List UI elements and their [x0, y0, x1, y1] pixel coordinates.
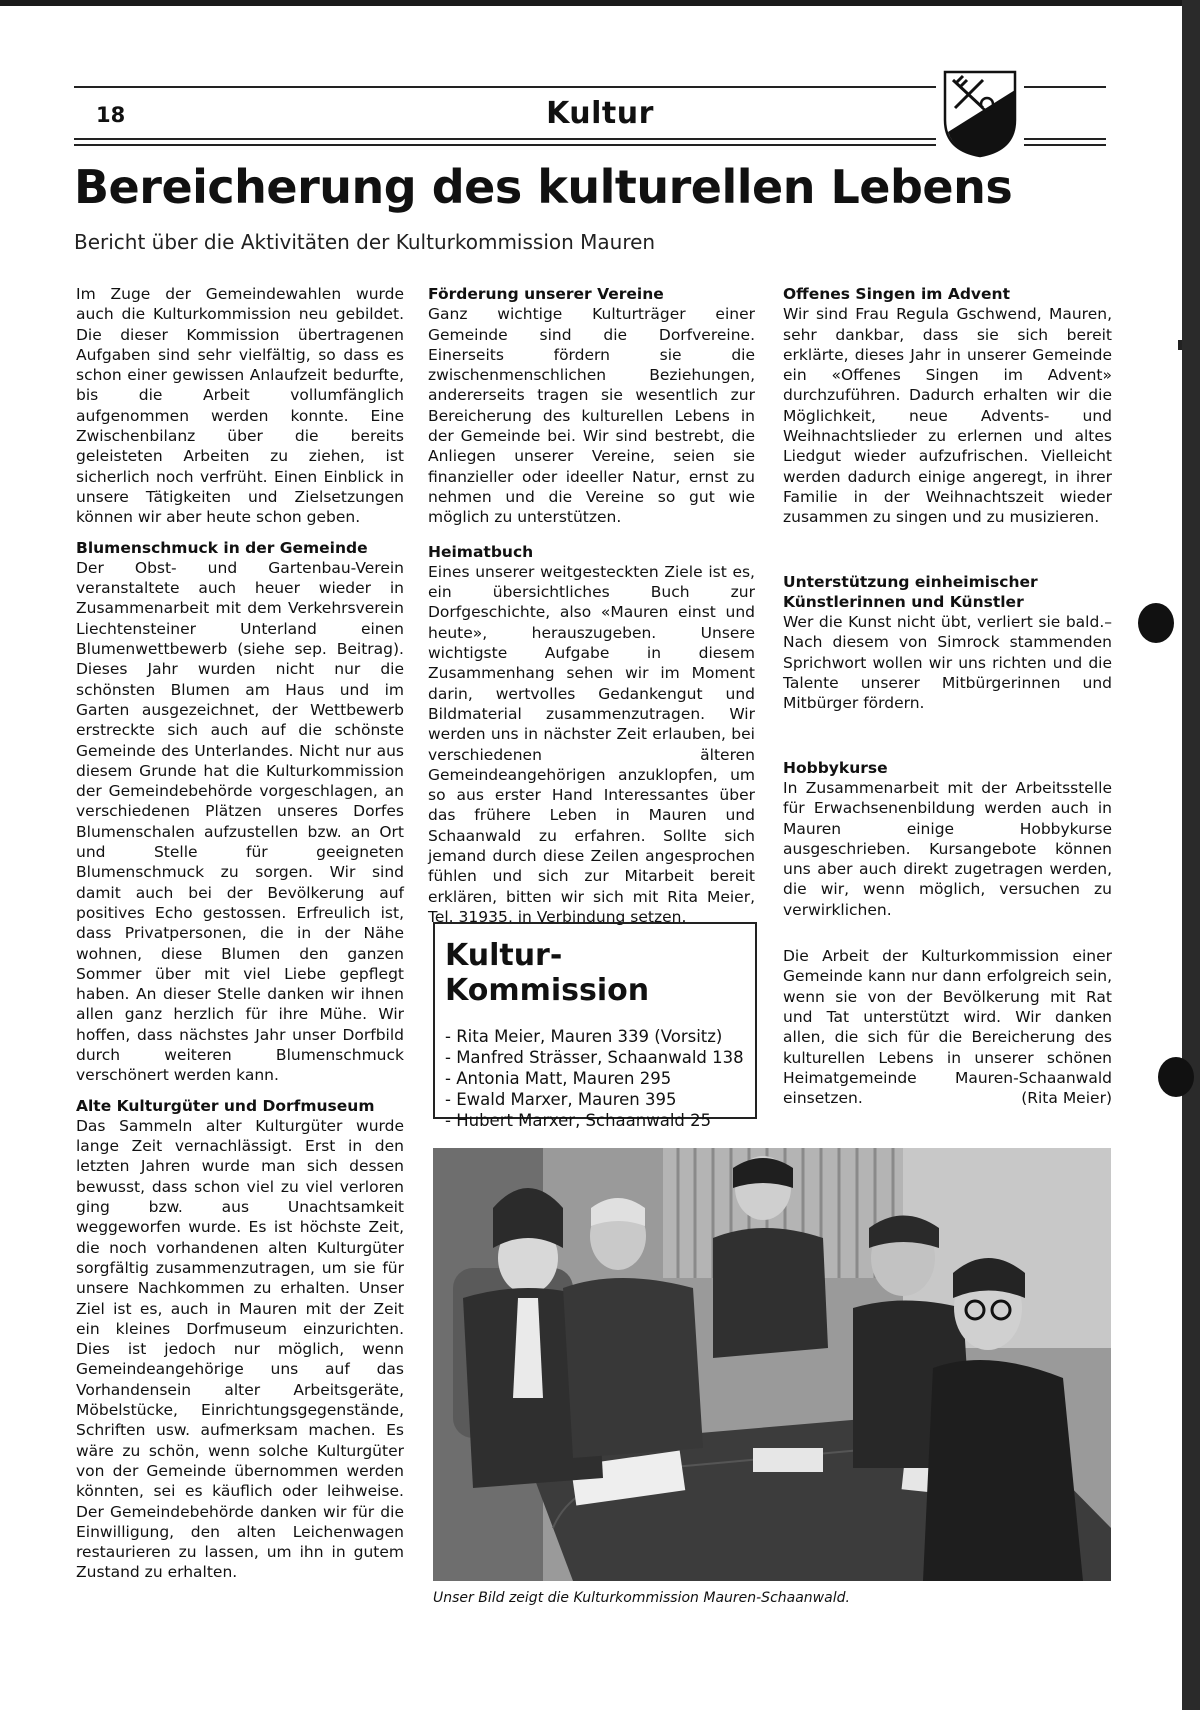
commission-member: - Antonia Matt, Mauren 295: [445, 1069, 672, 1088]
photo-caption: Unser Bild zeigt die Kulturkommission Mauren-Schaanwald.: [433, 1590, 850, 1606]
header-rule-bottom-2: [74, 144, 936, 146]
commission-member-list: [445, 1026, 755, 1131]
heading-offenes-singen: Offenes Singen im Advent: [783, 285, 1010, 303]
heading-kuenstler: Unterstützung einheimischer Künstlerinnen und Künstler: [783, 572, 1038, 611]
body-vereine: Ganz wichtige Kulturträger einer Gemeinde sind die Dorfvereine. Einerseits fördern sie die zwischenmenschlichen Beziehungen, andererseits tragen sie wesentlich zur Bereicherung des kulturellen Lebens in der Gemeinde bei. Wir sind bestrebt, die Anliegen unserer Vereine, seien sie finanzieller oder ideeller Natur, ernst zu nehmen und die Vereine so gut wie möglich zu unterstützen.: [428, 305, 755, 527]
closing-paragraph: [783, 946, 1112, 1108]
commission-box-title: Kultur-Kommission: [445, 938, 650, 1008]
heading-heimatbuch: Heimatbuch: [428, 542, 534, 561]
header-rule-bottom-right-2: [1024, 144, 1106, 146]
closing-text: Die Arbeit der Kulturkommission einer Gemeinde kann nur dann erfolgreich sein, wenn sie von der Bevölkerung mit Rat und Tat unterstützt wird. Wir danken allen, die sich für die Bereicherung des kulturellen Lebens in unserer schönen Heimatgemeinde Mauren-Schaanwald einsetzen.: [783, 947, 1112, 1108]
article-subheadline: Bericht über die Aktivitäten der Kulturkommission Mauren: [74, 230, 656, 254]
coat-of-arms-icon: [943, 70, 1017, 158]
scan-edge-mark: [1178, 340, 1182, 350]
commission-box: [433, 922, 757, 1130]
heading-blumenschmuck: Blumenschmuck in der Gemeinde: [76, 538, 368, 557]
heading-vereine: Förderung unserer Vereine: [428, 285, 664, 303]
body-blumenschmuck: Der Obst- und Gartenbau-Verein veranstaltete auch heuer wieder in Zusammenarbeit mit dem Verkehrsverein Liechtensteiner Unterland einen Blumenwettbewerb (siehe sep. Beitrag). Dieses Jahr wurden nicht nur die schönsten Blumen am Haus und im Garten ausgezeichnet, der Wettbewerb erstreckte sich auch auf die schönste Gemeinde des Unterlandes. Nicht nur aus diesem Grunde hat die Kulturkommission der Gemeindebehörde vorgeschlagen, an verschiedenen Plätzen unseres Dorfes Blumenschalen aufzustellen bzw. an Ort und Stelle für geeigneten Blumenschmuck zu sorgen. Wir sind damit auch bei der Bevölkerung auf positives Echo gestossen. Erfreulich ist, dass Privatpersonen, die in der Nähe wohnen, diese Blumen den ganzen Sommer über mit viel Liebe gepflegt haben. An dieser Stelle danken wir ihnen allen ganz herzlich für ihre Mühe. Wir hoffen, dass nächstes Jahr unser Dorfbild durch weiteren Blumenschmuck verschönert werden kann.: [76, 558, 404, 1085]
article-headline: Bereicherung des kulturellen Lebens: [74, 160, 1013, 214]
punch-hole-mark: [1158, 1057, 1194, 1097]
punch-hole-mark: [1138, 603, 1174, 643]
commission-member: - Ewald Marxer, Mauren 395: [445, 1090, 677, 1109]
heading-hobbykurse: Hobbykurse: [783, 758, 888, 777]
group-photo-drawing: [433, 1148, 1111, 1581]
header-rule-top: [74, 86, 936, 88]
heading-kulturgueter: Alte Kulturgüter und Dorfmuseum: [76, 1096, 375, 1115]
header-rule-bottom: [74, 138, 936, 140]
column-3: [783, 284, 1112, 1108]
body-offenes-singen: Wir sind Frau Regula Gschwend, Mauren, sehr dankbar, dass sie sich bereit erklärte, dieses Jahr in unserer Gemeinde ein «Offenes Singen im Advent» durchzuführen. Dadurch erhalten wir die Möglichkeit, neue Advents- und Weihnachtslieder zu erlernen und altes Liedgut wieder aufzufrischen. Vielleicht werden dadurch einige angeregt, in ihrer Familie in der Weihnachtszeit wieder zusammen zu singen und zu musizieren.: [783, 305, 1112, 527]
scan-top-edge: [0, 0, 1200, 6]
commission-member: - Manfred Strässer, Schaanwald 138: [445, 1048, 744, 1067]
group-photo: [433, 1148, 1111, 1581]
scan-right-edge: [1182, 0, 1200, 1710]
body-kulturgueter: Das Sammeln alter Kulturgüter wurde lange Zeit vernachlässigt. Erst in den letzten Jahren wurde man sich dessen bewusst, dass schon viel zu viel verloren ging bzw. aus Unachtsamkeit weggeworfen wurde. Es ist höchste Zeit, die noch vorhandenen alten Kulturgüter sorgfältig zusammenzutragen, um sie für unsere Nachkommen zu erhalten. Unser Ziel ist es, auch in Mauren mit der Zeit ein kleines Dorfmuseum einzurichten. Dies ist jedoch nur möglich, wenn Gemeindeangehörige uns auf das Vorhandensein alter Arbeitsgeräte, Möbelstücke, Einrichtungsgegenstände, Schriften usw. aufmerksam machen. Es wäre zu schön, wenn solche Kulturgüter von der Gemeinde übernommen werden könnten, sei es käuflich oder leihweise. Der Gemeindebehörde danken wir für die Einwilligung, den alten Leichenwagen restaurieren zu lassen, um ihn in gutem Zustand zu erhalten.: [76, 1116, 404, 1582]
author-signature: (Rita Meier): [1021, 1089, 1112, 1108]
intro-paragraph: Im Zuge der Gemeindewahlen wurde auch die Kulturkommission neu gebildet. Die dieser Kommission übertragenen Aufgaben sind sehr vielfältig, so dass es schon einer gewissen Anlaufzeit bedurfte, bis die Arbeit vollumfänglich aufgenommen werden konnte. Eine Zwischenbilanz über die bereits geleisteten Arbeiten zu ziehen, ist sicherlich noch verfrüht. Einen Einblick in unsere Tätigkeiten und Zielsetzungen können wir aber heute schon geben.: [76, 285, 404, 527]
page-number: 18: [96, 103, 126, 127]
header-rule-top-right: [1024, 86, 1106, 88]
column-1: [76, 284, 404, 1583]
section-title: Kultur: [546, 96, 654, 131]
header-rule-bottom-right: [1024, 138, 1106, 140]
body-heimatbuch: Eines unserer weitgesteckten Ziele ist es, ein übersichtliches Buch zur Dorfgeschichte, also «Mauren einst und heute», herauszugeben. Unsere wichtigste Aufgabe in diesem Zusammenhang sehen wir im Moment darin, wertvolles Gedankengut und Bildmaterial zusammenzutragen. Wir werden uns in nächster Zeit erlauben, bei verschiedenen älteren Gemeindeangehörigen anzuklopfen, um so aus erster Hand Interessantes über das frühere Leben in Mauren und Schaanwald zu erfahren. Sollte sich jemand durch diese Zeilen angesprochen fühlen und sich zur Mitarbeit bereit erklären, bitten wir sich mit Rita Meier, Tel. 31935, in Verbindung setzen.: [428, 562, 755, 926]
commission-member: - Hubert Marxer, Schaanwald 25: [445, 1111, 712, 1130]
body-kuenstler: Wer die Kunst nicht übt, verliert sie bald.– Nach diesem von Simrock stammenden Sprichwort wollen wir uns richten und die Talente unserer Mitbürgerinnen und Mitbürger fördern.: [783, 613, 1112, 713]
body-hobbykurse: In Zusammenarbeit mit der Arbeitsstelle für Erwachsenenbildung werden auch in Mauren einige Hobbykurse ausgeschrieben. Kursangebote können uns aber auch direkt zugetragen werden, die wir, wenn möglich, versuchen zu verwirklichen.: [783, 778, 1112, 919]
column-2: [428, 284, 755, 927]
commission-member: - Rita Meier, Mauren 339 (Vorsitz): [445, 1027, 723, 1046]
